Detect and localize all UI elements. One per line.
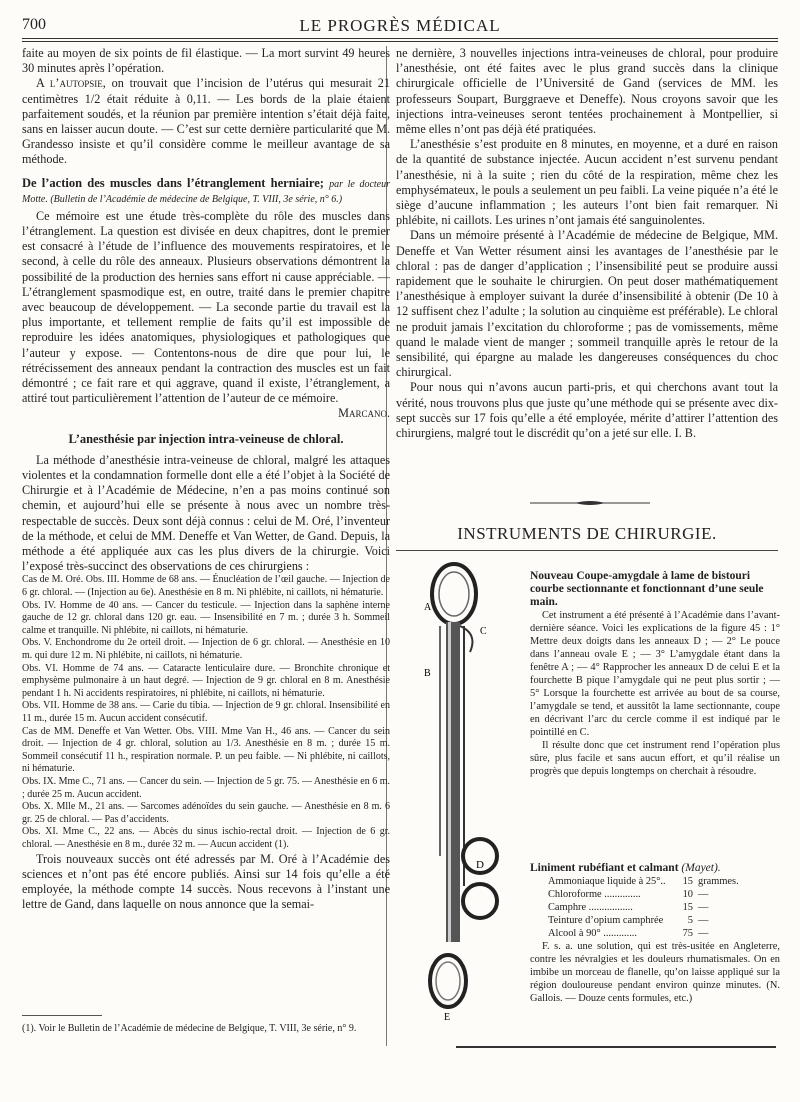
left-column <box>22 46 390 912</box>
article-title: Nouveau Coupe-amygdale à lame de bistouri courbe sectionnante et fonctionnant d’une seule main. <box>530 570 764 608</box>
observation: Obs. IX. Mme C., 71 ans. — Cancer du sein. — Injection de 5 gr. 75. — Anesthésie en 6 m. ; durée 25 m. Aucun accident. <box>22 775 390 800</box>
paragraph: Ce mémoire est une étude très-complète du rôle des muscles dans l’étranglement. La question est divisée en deux chapitres, dont le premier est consacré à l’étude de l’influence des mouvements respiratoires, et le second, à celle du rôle des anneaux. Plusieurs observations démontrent la possibilité de la production des hernies sans effort ni cause appréciable. — L’étranglement spasmodique est, en outre, traité dans le premier chapitre avec beaucoup de développement. — La seconde partie du travail est la plus importante, et tellement remplie de faits qu’il est impossible de reproduire les idées anatomiques, physiologiques et pathologiques que l’auteur y expose. — Contentons-nous de dire que pour lui, le rétrécissement des anneaux pendant la contraction des muscles est un fait démontré ; ce fait rare et qui aggrave, quand il existe, l’étranglement, a attiré tout particulièrement l’attention de l’auteur de ce mémoire. <box>22 208 390 406</box>
observation: Obs. XI. Mme C., 22 ans. — Abcès du sinus ischio-rectal droit. — Injection de 6 gr. chloral. — Anesthésie en 8 m., durée 32 m. — Aucun accident (1). <box>22 826 390 850</box>
header-rule <box>22 38 778 42</box>
paragraph: Cet instrument a été présenté à l’Académie dans l’avant-dernière séance. Voici les explications de la figure 45 : 1° Mettre deux doigts dans les anneaux D ; — 2° Le pouce dans l’anneau ovale E ; — 3° L’amygdale étant dans la fenêtre A ; — 4° Rapprocher les anneaux D de celui E et la fourchette B pique l’amygdale qui ne peut plus sortir ; — 5° Lorsque la fourchette est arrivée au bout de sa course, l’amygdale se tend, et aussitôt la lame sectionnante, coupe en décrivant l’arc du cercle comme il est indiqué par le pointillé en C. <box>530 610 780 738</box>
section-title: L’anesthésie par injection intra-veineuse de chloral. <box>68 431 344 446</box>
observation: Cas de MM. Deneffe et Van Wetter. Obs. VIII. Mme Van H., 46 ans. — Cancer du sein droit. — Injection de 4 gr. chloral, solution au 1/3. Anesthésie en 8 m. ; durée 15 m. Sommeil consécutif 11 h., respiration normale. P. un peu faible. — Ni phlébite, ni caillots, ni hématurie. <box>22 725 390 775</box>
page-number: 700 <box>22 16 46 33</box>
quantity: 5 <box>687 915 693 926</box>
observation: Obs. X. Mlle M., 21 ans. — Sarcomes adénoïdes du sein gauche. — Anesthésie en 8 m. 6 gr. 25 de chloral. — Pas d’accidents. <box>22 801 390 825</box>
signature: I. B. <box>674 426 696 441</box>
closing-rule <box>456 1046 776 1048</box>
paragraph-text: Pour nous qui n’avons aucun parti-pris, et qui cherchons avant tout la vérité, nous trouvons plus que juste qu’une méthode qui se présente avec dix-sept succès sur 17 fois qu’elle a été employée, mérite d’attirer l’attention des chirurgiens, malgré tout le discrédit qu’on a jeté sur elle. <box>396 380 778 441</box>
recipe-row <box>548 901 780 914</box>
paragraph-text: on trouvait que l’incision de l’utérus qui mesurait 21 centimètres 1/2 était réduite à 0,11. — Les bords de la plaie étaient parfaitement soudés, et la réunion par première intention s’était déjà faite, sans en laisser aucun doute. — C’est sur cette dernière particularité que M. Grandesso insiste et qu’il considère comme le meilleur avantage de sa méthode. <box>22 76 390 167</box>
quantity: 10 <box>682 889 693 900</box>
liniment-article <box>530 862 780 1005</box>
paragraph: ne dernière, 3 nouvelles injections intra-veineuses de chloral, pour produire l’anesthésie, ont été faites avec le plus grand succès dans la clinique chirurgicale officielle de l’Université de Gand (services de MM. les professeurs Soupart, Burggraeve et Deneffe). Nous croyons savoir que les injections intra-veineuses seront tentées prochainement à Montpellier, si même elles n’ont pas déjà été pratiquées. <box>396 46 778 137</box>
figure-label-b: B <box>424 668 431 679</box>
recipe-table <box>548 875 780 940</box>
recipe-row <box>548 927 780 940</box>
observation: Obs. IV. Homme de 40 ans. — Cancer du testicule. — Injection dans la saphène interne gauche de 12 gr. chloral dans 120 gr. eau. — Insensibilité en 7 m. ; durée 3 h. Sommeil calme et tranquille. Ni phlébite, ni caillots, ni hématurie. <box>22 599 390 636</box>
signature: Marcano. <box>338 406 390 421</box>
journal-title: LE PROGRÈS MÉDICAL <box>299 16 501 35</box>
ingredient: Alcool à 90° ............. <box>548 928 638 939</box>
autopsy-lead: A l’autopsie, <box>36 76 106 91</box>
figure-label-e: E <box>444 1012 451 1023</box>
instruments-heading: INSTRUMENTS DE CHIRURGIE. <box>457 524 717 543</box>
recipe-row <box>548 914 780 927</box>
footnote: (1). Voir le Bulletin de l’Académie de médecine de Belgique, T. VIII, 3e série, n° 9. <box>22 1023 357 1034</box>
observation: Obs. V. Enchondrome du 2e orteil droit. — Injection de 6 gr. chloral. — Anesthésie en 10 m. qui dure 12 m. Ni phlébite, ni caillots, ni hématurie. <box>22 637 390 662</box>
recipe-row <box>548 888 780 901</box>
ingredient: Camphre ................. <box>548 902 633 913</box>
ornament-divider <box>530 500 650 506</box>
unit: — <box>698 889 709 900</box>
unit: — <box>698 928 709 939</box>
tonsillotome-illustration <box>418 556 524 1036</box>
right-column <box>396 46 778 441</box>
ingredient: Ammoniaque liquide à 25°.. <box>548 876 666 887</box>
paragraph: Dans un mémoire présenté à l’Académie de médecine de Belgique, MM. Deneffe et Van Wetter résument ainsi les avantages de l’anesthésie par le chloral : pas de danger d’application ; l’insensibilité peut se produire aussi rapidement que le souhaite le chirurgien. On peut doser mathématiquement l’anesthésique à employer suivant la durée d’insensibilité à obtenir (De 10 à 12 suffisent chez l’adulte ; la solution au cinquième est préférable). Le chloral ne produit jamais l’excitation du chloroforme ; pas de vomissements, même quand le malade vient de manger ; sommeil tranquille après le retour de la sensibilité, qui épargne au malade les dangereuses conséquences du choc chirurgical. <box>396 228 778 380</box>
paragraph: L’anesthésie s’est produite en 8 minutes, en moyenne, et a duré en raison de la quantité de substance injectée. Aucun accident n’est survenu pendant l’anesthésie, ni à la suite ; rien du côté de la respiration, même chez les emphysémateux, le pouls a seulement un peu faibli. La veine piquée n’a été le siège d’aucune inflammation ; les auteurs l’ont bien fait remarquer. Ni phlébite, ni caillots. Les urines n’ont jamais été sanguinolentes. <box>396 137 778 228</box>
quantity: 15 <box>682 876 693 887</box>
page-header <box>22 14 778 38</box>
section-byline: par le docteur Motte. (Bulletin de l’Académie de médecine de Belgique, T. VIII, 3e série, n° 6.) <box>22 178 391 206</box>
unit: — <box>698 915 709 926</box>
paragraph <box>22 76 390 167</box>
article-author: (Mayet). <box>681 862 721 874</box>
observation: Obs. VI. Homme de 74 ans. — Cataracte lenticulaire dure. — Bronchite chronique et emphysème pulmonaire à un haut degré. — Injection de 9 gr. chloral en 8 m. Anesthésie pendant 1 h. Ni accidents respiratoires, ni phlébite, ni caillots, ni hématurie. <box>22 662 390 699</box>
paragraph: faite au moyen de six points de fil élastique. — La mort survint 49 heures 30 minutes après l’opération. <box>22 46 390 76</box>
figure-label-a: A <box>424 602 432 613</box>
figure-label-c: C <box>480 626 487 637</box>
quantity: 75 <box>682 928 693 939</box>
paragraph: F. s. a. une solution, qui est très-usitée en Angleterre, contre les névralgies et les douleurs rhumatismales. On en imbibe un morceau de flanelle, qu’on laisse appliqué sur la région douloureuse pendant environ quinze minutes. (N. Gallois. — Douze cents formules, etc.) <box>530 941 780 1004</box>
observation: Obs. VII. Homme de 38 ans. — Carie du tibia. — Injection de 9 gr. chloral. Insensibilité en 11 m., durée 15 m. Aucun accident consécutif. <box>22 700 390 725</box>
paragraph <box>396 380 778 441</box>
paragraph: Trois nouveaux succès ont été adressés par M. Oré à l’Académie des sciences et n’ont pas été encore publiés. Ainsi sur 14 fois qu’elle a été employée, la méthode compte 14 succès. Nous recevons à l’instant une lettre de Gand, dans laquelle on nous annonce que la semai- <box>22 851 390 912</box>
ingredient: Chloroforme .............. <box>548 889 641 900</box>
observation: Cas de M. Oré. Obs. III. Homme de 68 ans. — Énucléation de l’œil gauche. — Injection de 6 gr. chloral. — (Injection au 6e). Anesthésie en 8 m. Ni phlébite, ni caillots, ni hématurie. <box>22 574 390 599</box>
tonsillotome-article <box>530 570 780 778</box>
section-title-text: De l’action des muscles dans l’étranglement herniaire; <box>22 175 324 190</box>
quantity: 15 <box>682 902 693 913</box>
paragraph: Il résulte donc que cet instrument rend l’opération plus sûre, plus facile et sans aucun effort, et qu’il réalise un progrès que depuis longtemps on cherchait à résoudre. <box>530 740 780 777</box>
paragraph: La méthode d’anesthésie intra-veineuse de chloral, malgré les attaques violentes et la condamnation formelle dont elle a été l’objet à la Société de Chirurgie et à l’Académie de Médecine, n’en a pas moins continué son chemin, et aujourd’hui elle se présente à nous avec un nombre très-respectable de succès. Deux sont déjà connus : celui de M. Oré, l’inventeur de la méthode, et celui de MM. Deneffe et Van Wetter, de Gand. Depuis, la méthode a été appliquée aux cas les plus divers de la chirurgie. Voici l’exposé très-succinct des observations de ces chirurgiens : <box>22 452 390 574</box>
unit: — <box>698 902 709 913</box>
recipe-row <box>548 875 780 888</box>
article-title-text: Liniment rubéfiant et calmant <box>530 862 679 874</box>
observations-list <box>22 574 390 851</box>
ingredient: Teinture d’opium camphrée <box>548 915 664 926</box>
figure-label-d: D <box>476 859 484 871</box>
article-title <box>530 862 780 875</box>
section-title <box>22 176 390 207</box>
unit: grammes. <box>698 876 739 887</box>
heading-rule <box>396 550 778 551</box>
footnote-rule <box>22 1015 102 1016</box>
